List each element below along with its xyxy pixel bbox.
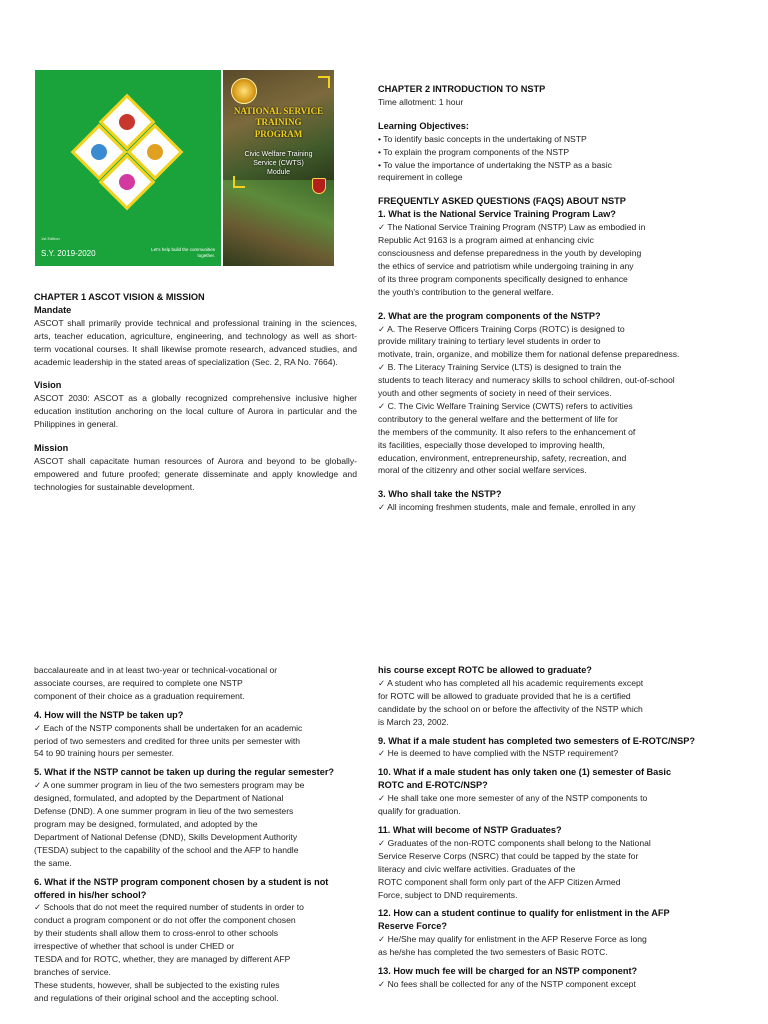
objective-item: • To value the importance of undertaking the NSTP as a basic [378, 159, 612, 170]
answer-line: program may be designed, formulated, and adopted by the [34, 818, 258, 829]
question-1: 1. What is the National Service Training Program Law? [378, 209, 616, 220]
answer-line: Department of National Defense (DND), Skills Development Authority [34, 831, 298, 842]
answer-line: ✓ A one summer program in lieu of the two semesters program may be [34, 780, 305, 791]
question-9: 9. What if a male student has completed two semesters of E-ROTC/NSP? [378, 735, 696, 746]
cover-subtitle-line: Civic Welfare Training [244, 151, 313, 158]
answer-line: irrespective of whether that school is under CHED or [34, 941, 235, 952]
mission-text: ASCOT shall capacitate human resources of Aurora and beyond to be globally-empowered and future proofed; generate disseminate and apply knowledge and technologies for sustainable development. [34, 455, 357, 492]
chapter2-section [378, 83, 738, 514]
answer-line: literacy and civic welfare activities. Graduates of the [378, 863, 576, 874]
answer-line: qualify for graduation. [378, 806, 461, 817]
chapter1-section [34, 291, 357, 494]
answer-line: ROTC component shall form only part of the AFP Citizen Armed [378, 876, 621, 887]
corner-bracket-icon [233, 176, 245, 188]
cover-subtitle-line: Service (CWTS) [253, 160, 304, 168]
answer-line: of its three program components specifically designed to enhance [378, 273, 628, 284]
cover-title-line: TRAINING [255, 117, 302, 128]
nstp-seal-icon [231, 78, 257, 104]
cover-title-line: NATIONAL SERVICE [233, 106, 324, 116]
question-6: 6. What if the NSTP program component chosen by a student is not [34, 876, 329, 887]
answer-line: the ethics of service and patriotism while undergoing training in any [378, 260, 634, 271]
answer-line: candidate by the school on or before the affectivity of the NSTP which [378, 703, 643, 714]
answer-line: ✓ C. The Civic Welfare Training Service (CWTS) refers to activities [378, 400, 633, 411]
answer-line: provide military training to tertiary level students in order to [378, 336, 601, 347]
question-2: 2. What are the program components of the NSTP? [378, 310, 601, 321]
answer-line: consciousness and defense preparedness in the youth by developing [378, 247, 642, 258]
cover-subtitle [227, 150, 330, 177]
answer-line: branches of service. [34, 966, 111, 977]
answer-line: These students, however, shall be subjected to the existing rules [34, 979, 280, 990]
answer-line: ✓ The National Service Training Program (NSTP) Law as embodied in [378, 222, 646, 233]
answer-line: ✓ He shall take one more semester of any of the NSTP components to [378, 793, 648, 804]
answer-line: the same. [34, 857, 72, 868]
continued-text: component of their choice as a graduation requirement. [34, 690, 245, 701]
school-emblem-icon [312, 178, 326, 194]
question-10: 10. What if a male student has only taken one (1) semester of Basic [378, 767, 672, 778]
chapter1-heading: CHAPTER 1 ASCOT VISION & MISSION [34, 292, 205, 302]
answer-line: ✓ He/She may qualify for enlistment in the AFP Reserve Force as long [378, 934, 647, 945]
answer-line: ✓ No fees shall be collected for any of the NSTP component except [378, 978, 636, 989]
answer-line: Republic Act 9163 is a program aimed at enhancing civic [378, 235, 594, 246]
question-8-cont: his course except ROTC be allowed to graduate? [378, 665, 592, 675]
answer-line: its facilities, especially those developed to improving health, [378, 439, 605, 450]
question-12-cont: Reserve Force? [378, 921, 447, 932]
answer-line: ✓ B. The Literacy Training Service (LTS) is designed to train the [378, 362, 622, 373]
answer-line: period of two semesters and credited for three units per semester with [34, 735, 301, 746]
answer-line: Defense (DND). A one summer program in lieu of the two semesters [34, 806, 294, 817]
cover-green-panel [35, 70, 221, 266]
cover-title [227, 106, 330, 140]
question-10-cont: ROTC and E-ROTC/NSP? [378, 780, 488, 791]
cover-tagline: Let's help build the communities together. [151, 247, 215, 258]
question-3: 3. Who shall take the NSTP? [378, 489, 502, 500]
answer-line: the members of the community. It also refers to the enhancement of [378, 426, 636, 437]
question-11: 11. What will become of NSTP Graduates? [378, 824, 562, 835]
answer-line: for ROTC will be allowed to graduate provided that he is a certified [378, 690, 631, 701]
answer-line: conduct a program component or do not offer the component chosen [34, 915, 296, 926]
answer-line: TESDA and for ROTC, whether, they are managed by different AFP [34, 954, 291, 965]
answer-line: Service Reserve Corps (NSRC) that could be tapped by the state for [378, 850, 639, 861]
answer-line: ✓ A student who has completed all his academic requirements except [378, 677, 644, 688]
answer-line: 54 to 90 training hours per semester. [34, 748, 174, 759]
question-5: 5. What if the NSTP cannot be taken up during the regular semester? [34, 767, 335, 778]
answer-line: motivate, train, organize, and mobilize them for national defense preparedness. [378, 349, 680, 360]
answer-line: designed, formulated, and adopted by the Department of National [34, 793, 284, 804]
objective-item: requirement in college [378, 172, 463, 183]
cover-subtitle-line: Module [267, 169, 290, 177]
answer-line: ✓ Graduates of the non-ROTC components shall belong to the National [378, 837, 651, 848]
answer-line: ✓ He is deemed to have complied with the NSTP requirement? [378, 748, 619, 759]
mandate-text: ASCOT shall primarily provide technical and professional training in the sciences, arts, teacher education, agriculture, engineering, and technology as well as short-term vocational courses. It shall likewise promote research, advanced studies, and academic leadership in the stated areas of specialization (Sec. 2, RA No. 7664). [34, 317, 357, 367]
mission-heading: Mission [34, 443, 69, 454]
answer-line: ✓ All incoming freshmen students, male and female, enrolled in any [378, 502, 636, 513]
answer-line: ✓ Each of the NSTP components shall be undertaken for an academic [34, 722, 303, 733]
page2-left-column [34, 664, 360, 1005]
cover-title-line: PROGRAM [254, 128, 303, 139]
objective-item: • To identify basic concepts in the undertaking of NSTP [378, 133, 587, 144]
faq-heading: FREQUENTLY ASKED QUESTIONS (FAQS) ABOUT NSTP [378, 196, 626, 207]
question-12: 12. How can a student continue to qualify for enlistment in the AFP [378, 908, 670, 919]
answer-line: (TESDA) subject to the capability of the school and the AFP to handle [34, 844, 299, 855]
answer-line: by their students shall allow them to cross-enrol to other schools [34, 928, 279, 939]
vision-text: ASCOT 2030: ASCOT as a globally recognized comprehensive inclusive higher education institution anchoring on the local culture of Aurora in particular and the Philippines in general. [34, 393, 357, 430]
vision-heading: Vision [34, 380, 62, 391]
question-4: 4. How will the NSTP be taken up? [34, 709, 184, 720]
answer-line: students to teach literacy and numeracy skills to school children, out-of-school [378, 375, 675, 386]
question-6-cont: offered in his/her school? [34, 889, 147, 900]
answer-line: contributory to the general welfare and the betterment of life for [378, 413, 618, 424]
answer-line: the youth's contribution to the general welfare. [378, 286, 554, 297]
cover-school-year: S.Y. 2019-2020 [41, 249, 96, 258]
corner-bracket-icon [318, 76, 330, 88]
chapter2-heading: CHAPTER 2 INTRODUCTION TO NSTP [378, 84, 546, 94]
continued-text: associate courses, are required to complete one NSTP [34, 677, 243, 688]
continued-text: baccalaureate and in at least two-year or technical-vocational or [34, 665, 278, 675]
time-allotment: Time allotment: 1 hour [378, 96, 464, 107]
answer-line: moral of the citizenry and other social welfare services. [378, 465, 587, 476]
objective-item: • To explain the program components of the NSTP [378, 146, 570, 157]
cover-photo-panel [223, 70, 334, 266]
answer-line: ✓ Schools that do not meet the required number of students in order to [34, 902, 304, 913]
question-13: 13. How much fee will be charged for an NSTP component? [378, 966, 638, 977]
page2-right-column [378, 664, 738, 991]
cover-edition: 1st Edition [41, 236, 60, 241]
answer-line: as he/she has completed the two semesters of Basic ROTC. [378, 947, 608, 958]
answer-line: education, environment, entrepreneurship, safety, recreation, and [378, 452, 627, 463]
mandate-heading: Mandate [34, 304, 72, 315]
objectives-heading: Learning Objectives: [378, 120, 469, 131]
answer-line: and regulations of their original school and the accepting school. [34, 992, 279, 1003]
answer-line: Force, subject to DND requirements. [378, 889, 518, 900]
answer-line: is March 23, 2002. [378, 716, 449, 727]
answer-line: youth and other segments of society in need of their services. [378, 388, 612, 399]
answer-line: ✓ A. The Reserve Officers Training Corps (ROTC) is designed to [378, 323, 625, 334]
